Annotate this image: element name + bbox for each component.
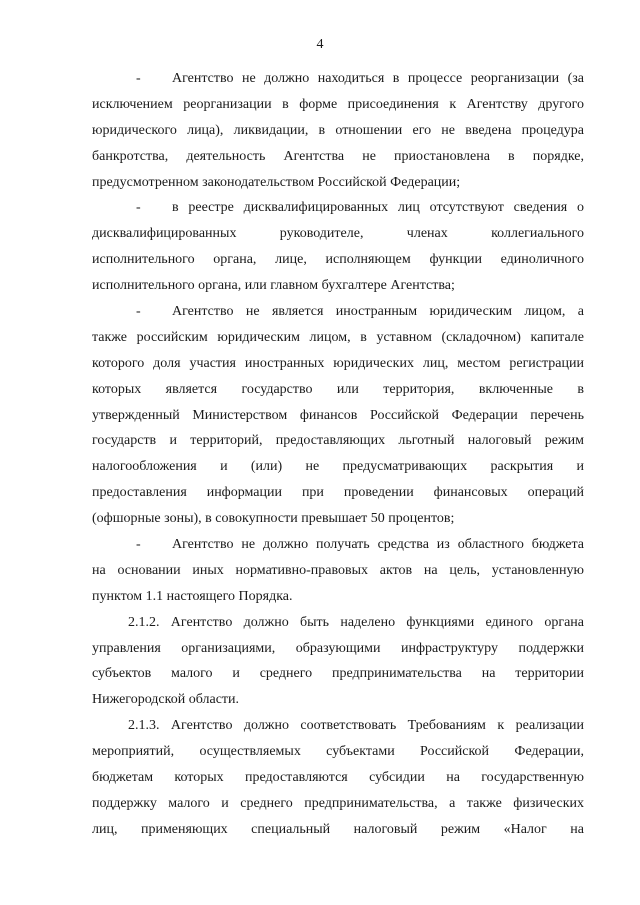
line-text: Агентство не является иностранным юридическим лицом, а — [172, 304, 584, 320]
text-line — [92, 221, 584, 247]
list-dash-marker: - — [136, 200, 141, 216]
text-line — [92, 428, 584, 454]
text-line — [92, 351, 584, 377]
text-line — [92, 454, 584, 480]
line-text: управления организациями, образующими инфраструктуру поддержки — [92, 640, 584, 656]
text-line — [92, 687, 584, 713]
line-text: субъектов малого и среднего предпринимательства на территории — [92, 666, 584, 682]
text-line — [92, 739, 584, 765]
text-line — [92, 273, 584, 299]
line-text: предусмотренном законодательством Российской Федерации; — [92, 174, 461, 190]
line-text: исполнительного органа, или главном бухгалтере Агентства; — [92, 278, 455, 294]
text-line — [92, 713, 584, 739]
line-text: поддержку малого и среднего предпринимательства, а также физических — [92, 795, 584, 811]
text-line — [92, 558, 584, 584]
page-number: 4 — [316, 37, 324, 52]
text-line — [92, 118, 584, 144]
text-line — [92, 817, 584, 843]
text-line — [92, 584, 584, 610]
text-line — [92, 765, 584, 791]
line-text: предоставления информации при проведении финансовых операций — [92, 485, 584, 501]
line-text: которых является государство или территория, включенные в — [92, 381, 584, 397]
line-text: мероприятий, осуществляемых субъектами Российской Федерации, — [92, 744, 584, 760]
line-text: лиц, применяющих специальный налоговый режим «Налог на — [92, 821, 584, 837]
list-item — [92, 195, 584, 299]
line-text: Агентство не должно получать средства из областного бюджета — [172, 537, 584, 553]
line-text: исключением реорганизации в форме присоединения к Агентству другого — [92, 96, 584, 112]
text-line — [92, 480, 584, 506]
list-item — [92, 299, 584, 532]
line-text: утвержденный Министерством финансов Российской Федерации перечень — [92, 407, 584, 423]
list-dash-marker: - — [136, 304, 141, 320]
line-text: 2.1.2. Агентство должно быть наделено функциями единого органа — [128, 614, 584, 630]
text-line — [92, 610, 584, 636]
line-text: (офшорные зоны), в совокупности превышает 50 процентов; — [92, 511, 455, 527]
text-line — [92, 532, 584, 558]
text-line — [92, 144, 584, 170]
text-line — [92, 195, 584, 221]
line-text: на основании иных нормативно-правовых актов на цель, установленную — [92, 562, 584, 578]
list-item — [92, 66, 584, 195]
text-line — [92, 66, 584, 92]
text-line — [92, 403, 584, 429]
line-text: государств и территорий, предоставляющих льготный налоговый режим — [92, 433, 584, 449]
text-line — [92, 506, 584, 532]
line-text: также российским юридическим лицом, в уставном (складочном) капитале — [92, 329, 584, 345]
list-dash-marker: - — [136, 537, 141, 553]
line-text: Нижегородской области. — [92, 692, 240, 708]
line-text: пунктом 1.1 настоящего Порядка. — [92, 588, 293, 604]
text-line — [92, 377, 584, 403]
line-text: налогообложения и (или) не предусматривающих раскрытия и — [92, 459, 584, 475]
text-line — [92, 791, 584, 817]
text-line — [92, 325, 584, 351]
line-text: которого доля участия иностранных юридических лиц, местом регистрации — [92, 355, 584, 371]
list-item — [92, 532, 584, 610]
text-line — [92, 170, 584, 196]
paragraph — [92, 610, 584, 714]
text-line — [92, 247, 584, 273]
line-text: банкротства, деятельность Агентства не приостановлена в порядке, — [92, 148, 584, 164]
document-body — [92, 66, 584, 843]
line-text: юридического лица), ликвидации, в отношении его не введена процедура — [92, 122, 584, 138]
line-text: исполнительного органа, лице, исполняющем функции единоличного — [92, 252, 584, 268]
line-text: бюджетам которых предоставляются субсидии на государственную — [92, 770, 584, 786]
text-line — [92, 661, 584, 687]
list-dash-marker: - — [136, 71, 141, 86]
paragraph — [92, 713, 584, 842]
line-text: в реестре дисквалифицированных лиц отсутствуют сведения о — [172, 200, 584, 216]
text-line — [92, 92, 584, 118]
text-line — [92, 299, 584, 325]
line-text: Агентство не должно находиться в процессе реорганизации (за — [172, 71, 584, 86]
text-line — [92, 636, 584, 662]
line-text: дисквалифицированных руководителе, членах коллегиального — [92, 226, 584, 242]
line-text: 2.1.3. Агентство должно соответствовать Требованиям к реализации — [128, 718, 584, 734]
